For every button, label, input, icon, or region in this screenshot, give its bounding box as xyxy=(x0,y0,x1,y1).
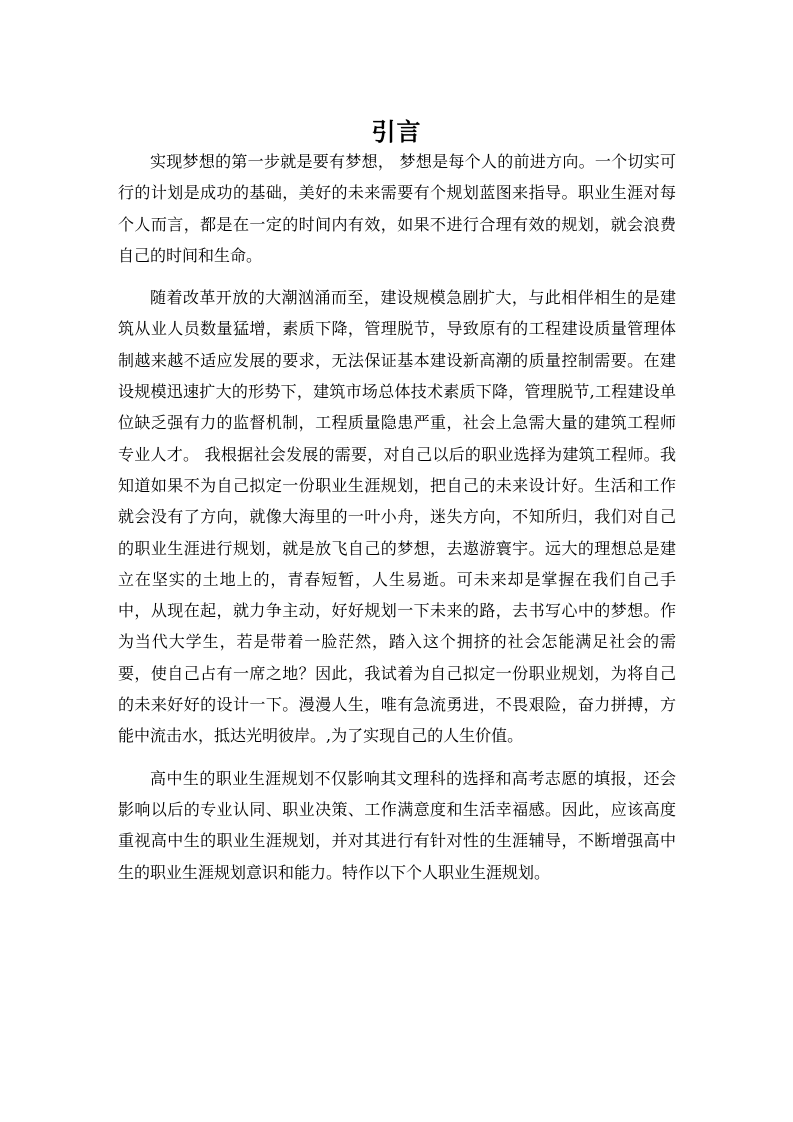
paragraph: 实现梦想的第一步就是要有梦想， 梦想是每个人的前进方向。一个切实可行的计划是成功的基础，美好的未来需要有个规划蓝图来指导。职业生涯对每个人而言，都是在一定的时间内有效，如果不进行合理有效的规划，就会浪费自己的时间和生命。 xyxy=(118,152,676,265)
page-title: 引言 xyxy=(371,117,422,147)
paragraph: 高中生的职业生涯规划不仅影响其文理科的选择和高考志愿的填报，还会影响以后的专业认同、职业决策、工作满意度和生活幸福感。因此，应该高度重视高中生的职业生涯规划，并对其进行有针对性的生涯辅导，不断增强高中生的职业生涯规划意识和能力。特作以下个人职业生涯规划。 xyxy=(118,768,676,882)
document-body xyxy=(118,146,676,899)
paragraph: 随着改革开放的大潮汹涌而至，建设规模急剧扩大，与此相伴相生的是建筑从业人员数量猛增，素质下降，管理脱节，导致原有的工程建设质量管理体制越来越不适应发展的要求，无法保证基本建设新高潮的质量控制需要。在建设规模迅速扩大的形势下，建筑市场总体技术素质下降，管理脱节,工程建设单位缺乏强有力的监督机制，工程质量隐患严重，社会上急需大量的建筑工程师专业人才。 我根据社会发展的需要，对自己以后的职业选择为建筑工程师。我知道如果不为自己拟定一份职业生涯规划，把自己的未来设计好。生活和工作就会没有了方向，就像大海里的一叶小舟，迷失方向，不知所归，我们对自己的职业生涯进行规划，就是放飞自己的梦想，去遨游寰宇。远大的理想总是建立在坚实的土地上的，青春短暂，人生易逝。可未来却是掌握在我们自己手中，从现在起，就力争主动，好好规划一下未来的路，去书写心中的梦想。作为当代大学生，若是带着一脸茫然，踏入这个拥挤的社会怎能满足社会的需要，使自己占有一席之地？因此，我试着为自己拟定一份职业规划，为将自己的未来好好的设计一下。漫漫人生，唯有急流勇进，不畏艰险，奋力拼搏，方能中流击水，抵达光明彼岸。,为了实现自己的人生价值。 xyxy=(118,288,676,746)
